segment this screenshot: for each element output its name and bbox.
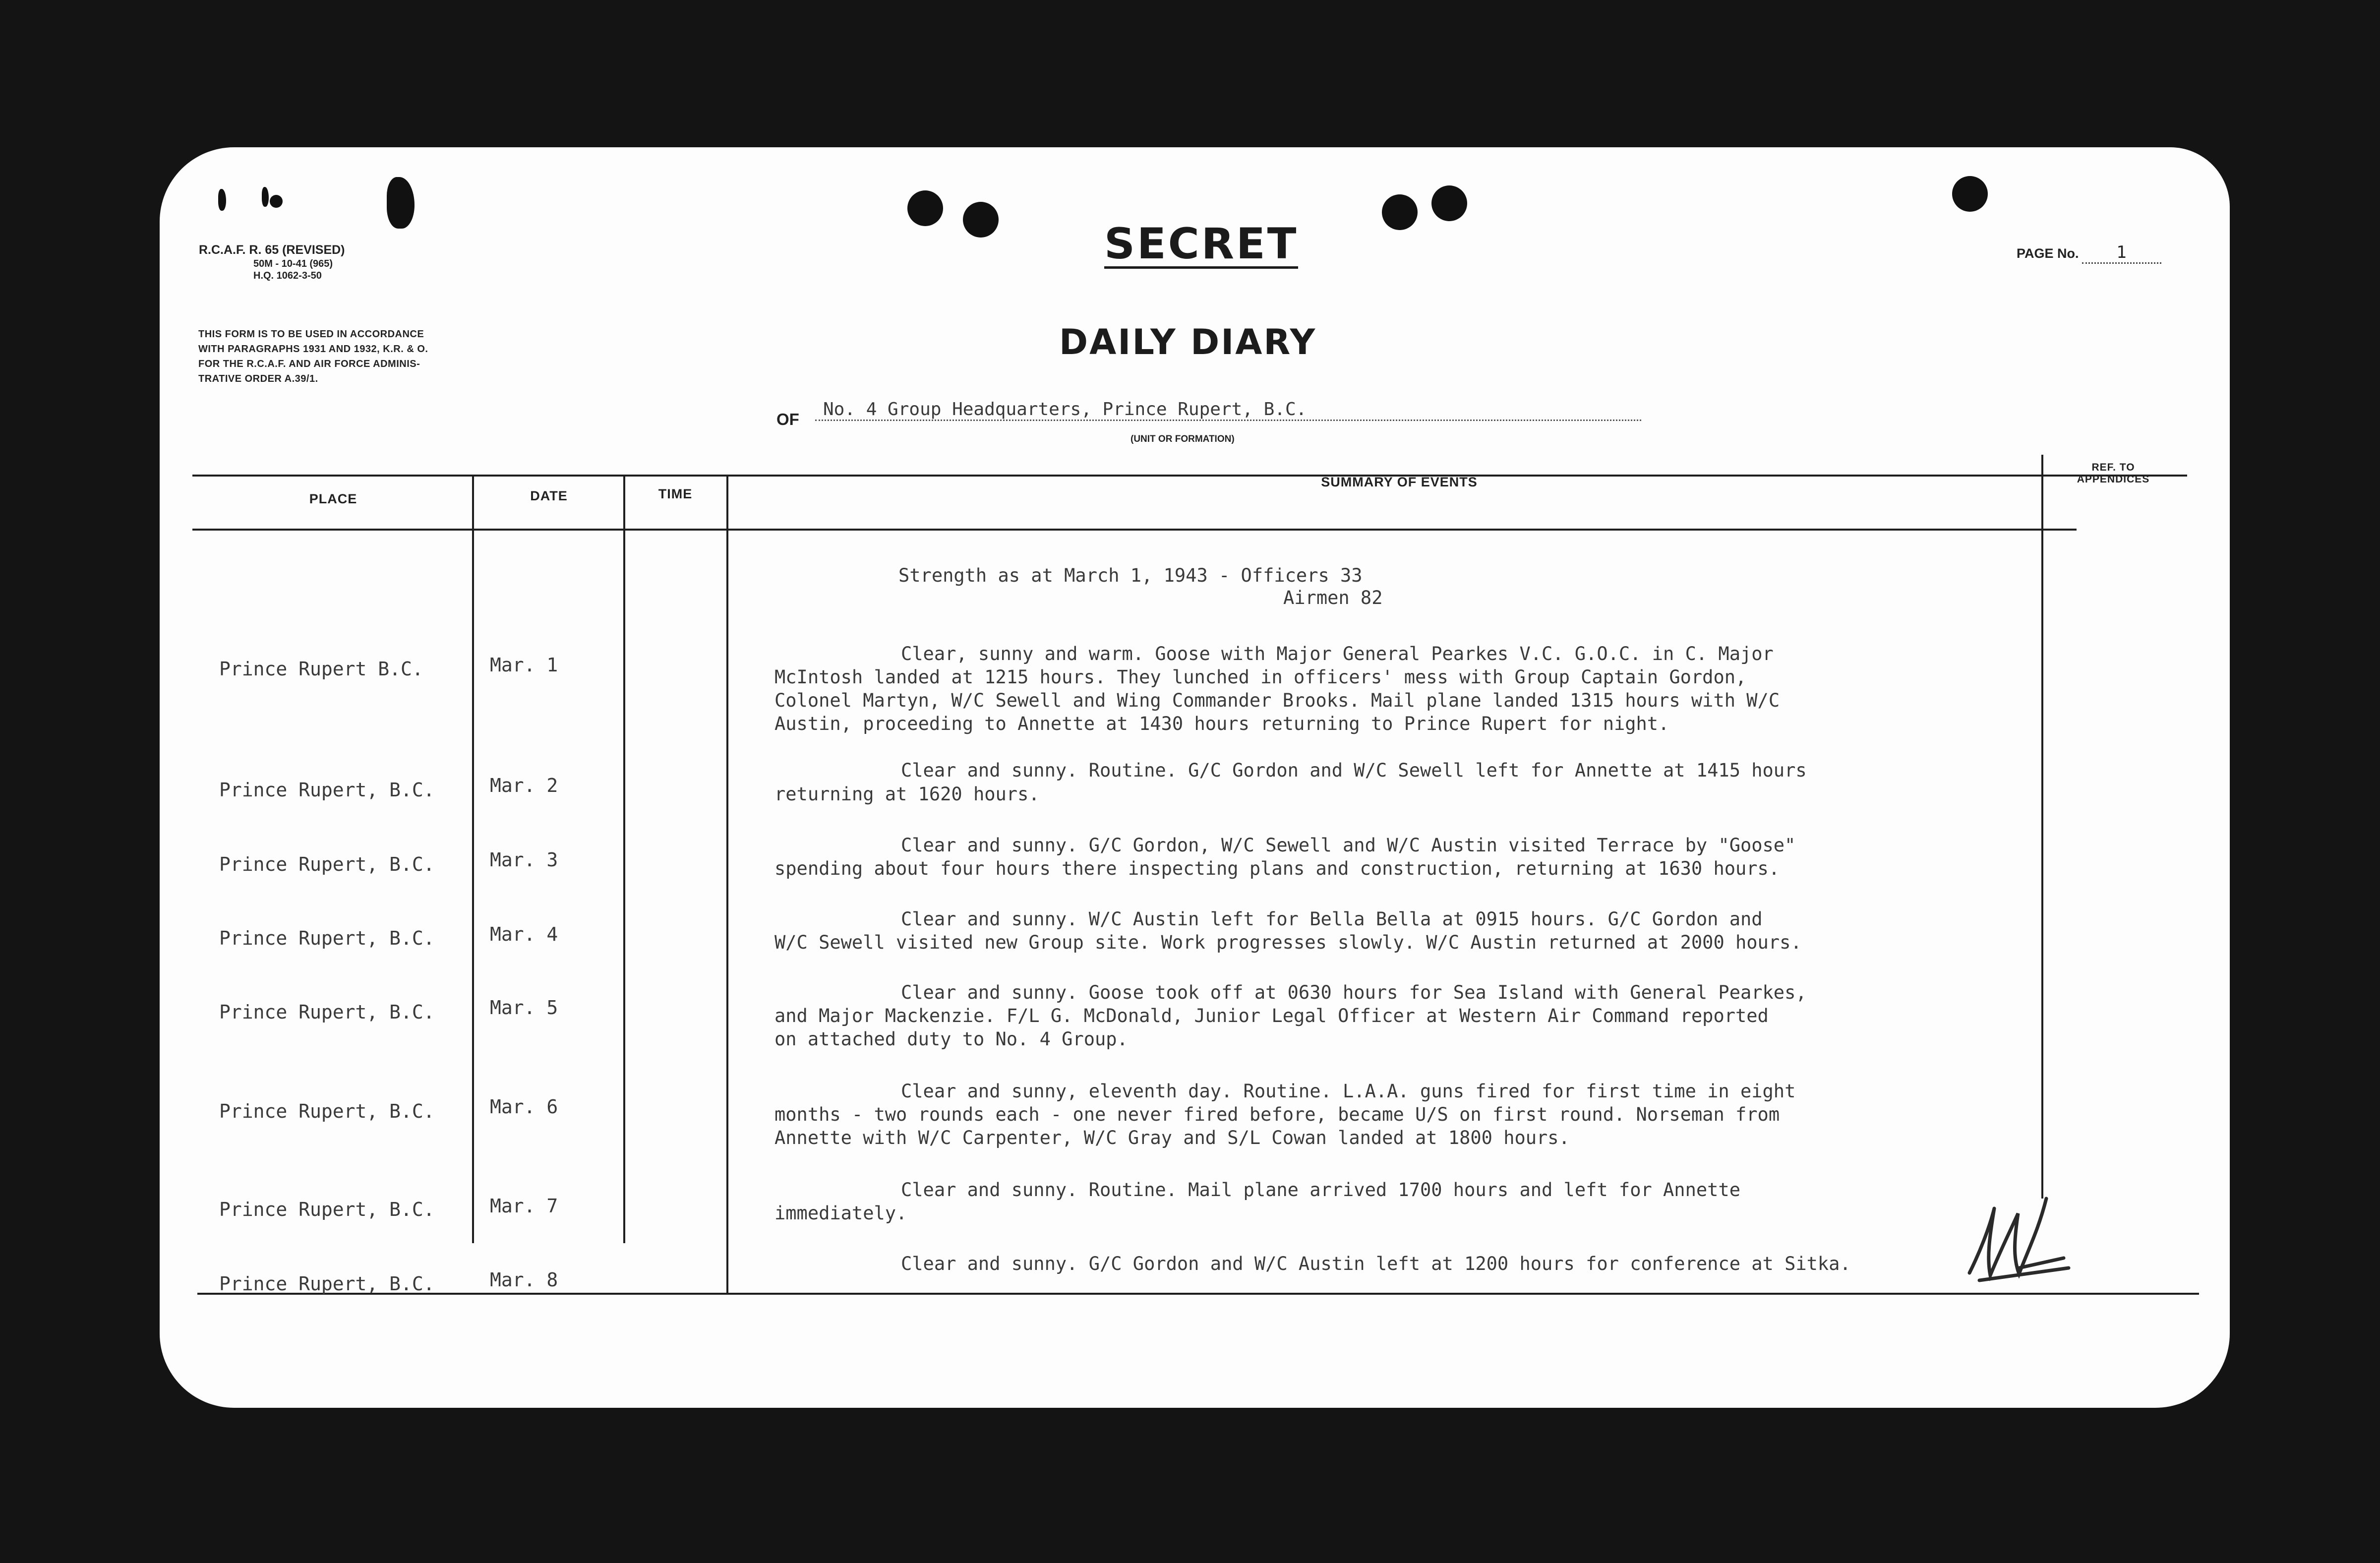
form-code — [199, 242, 345, 282]
entry-place: Prince Rupert, B.C. — [219, 1273, 435, 1295]
entry-summary-line: immediately. — [774, 1202, 907, 1224]
entry-summary-line: Clear and sunny. Routine. G/C Gordon and W/C Sewell left for Annette at 1415 hours — [901, 760, 1807, 781]
column-header-summary: SUMMARY OF EVENTS — [1321, 475, 1478, 489]
entry-date: Mar. 6 — [490, 1096, 558, 1118]
column-header-time: TIME — [658, 486, 693, 501]
entry-summary-line: Colonel Martyn, W/C Sewell and Wing Commander Brooks. Mail plane landed 1315 hours with W/C — [774, 690, 1780, 711]
of-label: OF — [776, 410, 799, 428]
entry-place: Prince Rupert, B.C. — [219, 1001, 435, 1023]
ref-header-line: APPENDICES — [2077, 473, 2150, 485]
column-header-place: PLACE — [309, 491, 357, 506]
page-number — [2017, 242, 2161, 264]
entry-summary-line: returning at 1620 hours. — [774, 783, 1040, 805]
entry-place: Prince Rupert, B.C. — [219, 1100, 435, 1122]
entry-date: Mar. 1 — [490, 654, 558, 676]
entry-place: Prince Rupert, B.C. — [219, 927, 435, 949]
punch-hole — [1382, 194, 1418, 230]
diary-form-card — [160, 147, 2230, 1408]
punch-hole — [963, 202, 999, 238]
instructions-line: WITH PARAGRAPHS 1931 AND 1932, K.R. & O. — [198, 344, 428, 355]
entry-summary-line: Annette with W/C Carpenter, W/C Gray and S/L Cowan landed at 1800 hours. — [774, 1127, 1570, 1148]
ink-smudge — [262, 187, 269, 207]
instructions-line: THIS FORM IS TO BE USED IN ACCORDANCE — [198, 329, 424, 340]
entry-place: Prince Rupert, B.C. — [219, 853, 435, 875]
entry-summary-line: on attached duty to No. 4 Group. — [774, 1028, 1128, 1050]
entry-place: Prince Rupert, B.C. — [219, 779, 435, 801]
instructions-line: TRATIVE ORDER A.39/1. — [198, 373, 318, 384]
column-divider — [726, 475, 728, 1293]
punch-hole — [1952, 176, 1988, 212]
punch-hole — [1431, 185, 1467, 221]
form-title: DAILY DIARY — [1059, 322, 1317, 362]
form-code-line: R.C.A.F. R. 65 (REVISED) — [199, 243, 345, 257]
entry-summary-line: months - two rounds each - one never fired before, became U/S on first round. Norseman from — [774, 1104, 1780, 1125]
entry-summary-line: Clear and sunny. G/C Gordon and W/C Austin left at 1200 hours for conference at Sitka. — [901, 1253, 1851, 1274]
punch-hole — [907, 190, 943, 226]
instructions-line: FOR THE R.C.A.F. AND AIR FORCE ADMINIS- — [198, 359, 420, 369]
entry-date: Mar. 7 — [490, 1195, 558, 1217]
ink-smudge — [387, 177, 415, 229]
entry-place: Prince Rupert B.C. — [219, 658, 423, 680]
entry-summary-line: Clear and sunny. W/C Austin left for Bella Bella at 0915 hours. G/C Gordon and — [901, 908, 1763, 930]
entry-place: Prince Rupert, B.C. — [219, 1199, 435, 1220]
entry-date: Mar. 5 — [490, 997, 558, 1019]
entry-summary-line: Clear and sunny, eleventh day. Routine. L.A.A. guns fired for first time in eight — [901, 1081, 1796, 1102]
entry-summary-line: Austin, proceeding to Annette at 1430 hours returning to Prince Rupert for night. — [774, 713, 1669, 734]
unit-caption: (UNIT OR FORMATION) — [1130, 434, 1235, 444]
column-divider — [2041, 455, 2043, 1199]
strength-line: Strength as at March 1, 1943 - Officers 33 — [898, 565, 1363, 586]
entry-summary-line: spending about four hours there inspecting plans and construction, returning at 1630 hours. — [774, 858, 1780, 879]
page-number-label: PAGE No. — [2017, 246, 2079, 261]
entry-date: Mar. 2 — [490, 775, 558, 796]
column-divider — [472, 475, 474, 1243]
ref-header-line: REF. TO — [2091, 462, 2135, 473]
form-code-line: 50M - 10-41 (965) — [253, 258, 333, 269]
classification-heading: SECRET — [1104, 219, 1299, 269]
entry-summary-line: and Major Mackenzie. F/L G. McDonald, Junior Legal Officer at Western Air Command reported — [774, 1005, 1769, 1026]
entry-summary-line: Clear and sunny. Routine. Mail plane arrived 1700 hours and left for Annette — [901, 1179, 1740, 1201]
table-header-rule — [192, 529, 2077, 531]
form-code-line: H.Q. 1062-3-50 — [253, 270, 322, 281]
entry-summary-line: W/C Sewell visited new Group site. Work progresses slowly. W/C Austin returned at 2000 hours. — [774, 932, 1802, 953]
ink-smudge — [218, 189, 226, 211]
entry-summary-line: Clear and sunny. Goose took off at 0630 hours for Sea Island with General Pearkes, — [901, 982, 1807, 1003]
entry-date: Mar. 8 — [490, 1269, 558, 1291]
column-header-date: DATE — [530, 488, 568, 503]
page-number-value: 1 — [2082, 242, 2161, 264]
unit-name: No. 4 Group Headquarters, Prince Rupert, B.C. — [815, 399, 1641, 421]
column-divider — [623, 475, 625, 1243]
entry-date: Mar. 4 — [490, 923, 558, 945]
strength-line: Airmen 82 — [1283, 587, 1383, 608]
table-bottom-rule — [197, 1293, 2199, 1295]
entry-date: Mar. 3 — [490, 849, 558, 871]
column-header-appendices — [2044, 462, 2183, 485]
form-instructions — [198, 327, 575, 386]
handwritten-initials — [1960, 1194, 2074, 1283]
entry-summary-line: Clear, sunny and warm. Goose with Major General Pearkes V.C. G.O.C. in C. Major — [901, 643, 1774, 664]
entry-summary-line: Clear and sunny. G/C Gordon, W/C Sewell and W/C Austin visited Terrace by "Goose" — [901, 835, 1796, 856]
ink-smudge — [270, 195, 283, 208]
entry-summary-line: McIntosh landed at 1215 hours. They lunched in officers' mess with Group Captain Gordon, — [774, 666, 1747, 688]
